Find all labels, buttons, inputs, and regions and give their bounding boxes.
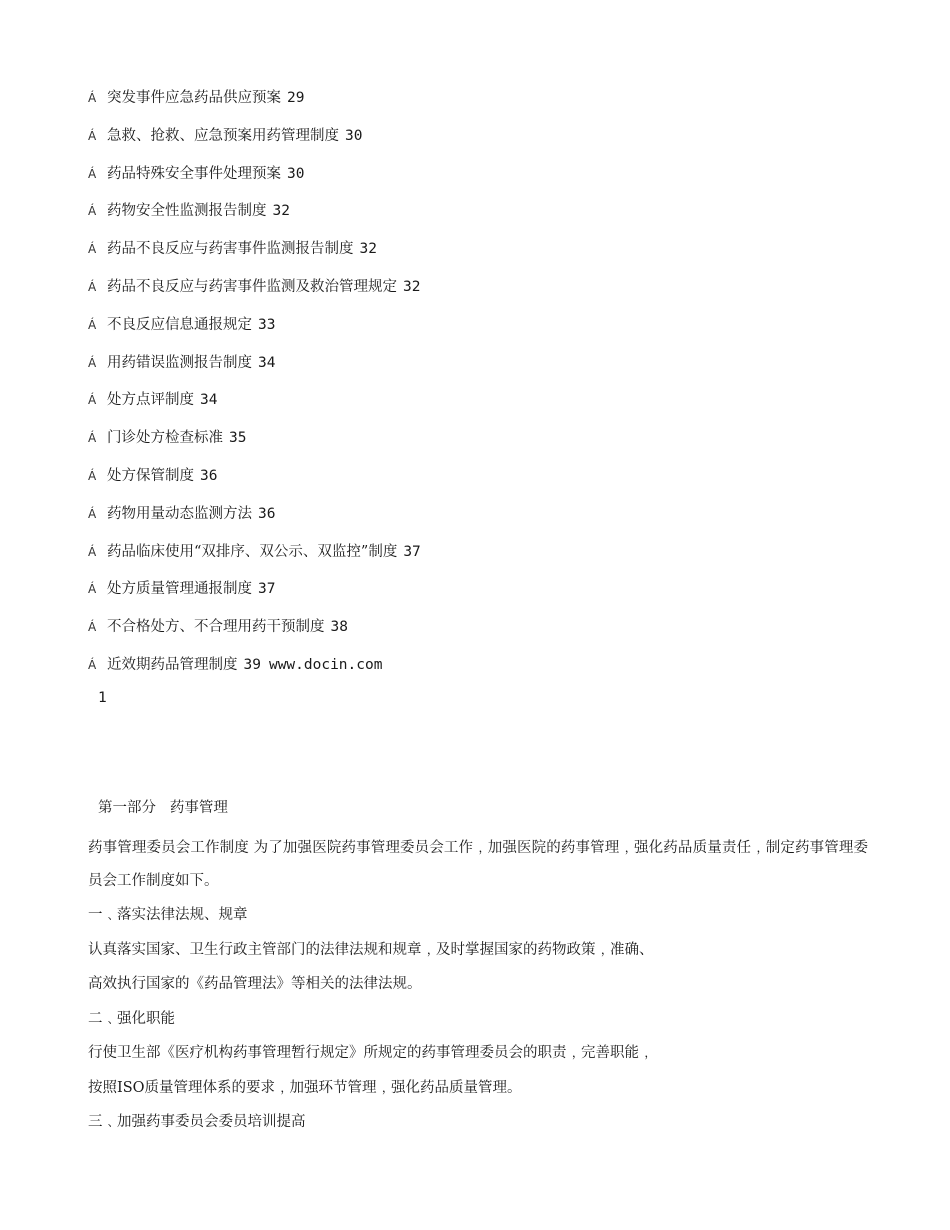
section-heading: 一﹑落实法律法规、规章	[88, 907, 248, 923]
toc-item-page: 35	[229, 430, 247, 447]
toc-item-page: 37	[258, 581, 276, 598]
page-number: 1	[98, 690, 107, 706]
body-line: 行使卫生部《医疗机构药事管理暂行规定》所规定的药事管理委员会的职责﹐完善职能﹐	[88, 1045, 654, 1061]
toc-item-title: 药品不良反应与药害事件监测报告制度	[107, 241, 354, 258]
section-heading: 三﹑加强药事委员会委员培训提高	[88, 1114, 306, 1130]
bullet-icon: Á	[88, 431, 97, 446]
toc-item-page: 36	[200, 467, 218, 484]
toc-item-page: 34	[200, 392, 218, 409]
toc-item-title: 用药错误监测报告制度	[107, 354, 252, 371]
toc-item-title: 药品不良反应与药害事件监测及救治管理规定	[107, 278, 397, 295]
toc-item-title: 处方点评制度	[107, 392, 194, 409]
toc-item-title: 药物安全性监测报告制度	[107, 203, 267, 220]
toc-item[interactable]	[88, 275, 888, 313]
toc-item-title: 药物用量动态监测方法	[107, 505, 252, 522]
toc-item-page: 29	[287, 90, 305, 106]
toc-item-page: 32	[403, 278, 421, 295]
intro-paragraph: 药事管理委员会工作制度 为了加强医院药事管理委员会工作﹐加强医院的药事管理﹐强化药品质量责任﹐制定药事管理委员会工作制度如下。	[88, 840, 868, 889]
bullet-icon: Á	[88, 657, 97, 672]
document-body	[88, 794, 868, 1140]
toc-item[interactable]	[88, 502, 888, 540]
bullet-icon: Á	[88, 506, 97, 521]
toc-item[interactable]	[88, 124, 888, 162]
toc-item[interactable]	[88, 86, 888, 124]
toc-item-title: 不良反应信息通报规定	[107, 316, 252, 333]
bullet-icon: Á	[88, 279, 97, 294]
section-heading: 二﹑强化职能	[88, 1010, 175, 1027]
table-of-contents	[88, 86, 888, 691]
toc-item-title: 处方质量管理通报制度	[107, 581, 252, 598]
toc-item[interactable]	[88, 388, 888, 426]
bullet-icon: Á	[88, 620, 97, 635]
toc-item-page: 33	[258, 316, 276, 333]
toc-item-title: 不合格处方、不合理用药干预制度	[107, 619, 325, 636]
watermark-text: www.docin.com	[268, 656, 383, 673]
toc-item-title: 突发事件应急药品供应预案	[107, 90, 281, 106]
bullet-icon: Á	[88, 91, 97, 105]
toc-item[interactable]	[88, 653, 888, 691]
bullet-icon: Á	[88, 242, 97, 257]
toc-item-title: 近效期药品管理制度	[107, 656, 238, 673]
toc-item-page: 37	[403, 543, 421, 560]
toc-item-page: 30	[345, 127, 363, 144]
bullet-icon: Á	[88, 317, 97, 332]
bullet-icon: Á	[88, 166, 97, 181]
bullet-icon: Á	[88, 355, 97, 370]
bullet-icon: Á	[88, 128, 97, 143]
toc-item-page: 34	[258, 354, 276, 371]
toc-item-page: 39	[243, 656, 261, 673]
toc-item[interactable]	[88, 464, 888, 502]
toc-item[interactable]	[88, 162, 888, 200]
toc-item-title: 急救、抢救、应急预案用药管理制度	[107, 127, 339, 144]
toc-item[interactable]	[88, 540, 888, 578]
toc-item[interactable]	[88, 237, 888, 275]
toc-item-page: 30	[287, 165, 305, 182]
toc-item-title: 药品特殊安全事件处理预案	[107, 165, 281, 182]
toc-item-page: 32	[272, 203, 290, 220]
toc-item[interactable]	[88, 313, 888, 351]
toc-item[interactable]	[88, 351, 888, 389]
bullet-icon: Á	[88, 468, 97, 483]
body-line: 认真落实国家、卫生行政主管部门的法律法规和规章﹐及时掌握国家的药物政策﹐准确、	[88, 941, 654, 958]
toc-item[interactable]	[88, 426, 888, 464]
body-line: 按照ISO质量管理体系的要求﹐加强环节管理﹐强化药品质量管理。	[88, 1079, 522, 1096]
part-title: 第一部分 药事管理	[98, 800, 228, 816]
toc-item-page: 38	[330, 619, 348, 636]
toc-item-page: 32	[359, 241, 377, 258]
bullet-icon: Á	[88, 393, 97, 408]
toc-item-title: 处方保管制度	[107, 467, 194, 484]
body-line: 高效执行国家的《药品管理法》等相关的法律法规。	[88, 976, 422, 992]
bullet-icon: Á	[88, 544, 97, 559]
bullet-icon: Á	[88, 204, 97, 219]
toc-item[interactable]	[88, 615, 888, 653]
bullet-icon: Á	[88, 582, 97, 597]
toc-item[interactable]	[88, 199, 888, 237]
toc-item[interactable]	[88, 577, 888, 615]
toc-item-title: 药品临床使用“双排序、双公示、双监控”制度	[107, 543, 398, 560]
toc-item-page: 36	[258, 505, 276, 522]
toc-item-title: 门诊处方检查标准	[107, 430, 223, 447]
